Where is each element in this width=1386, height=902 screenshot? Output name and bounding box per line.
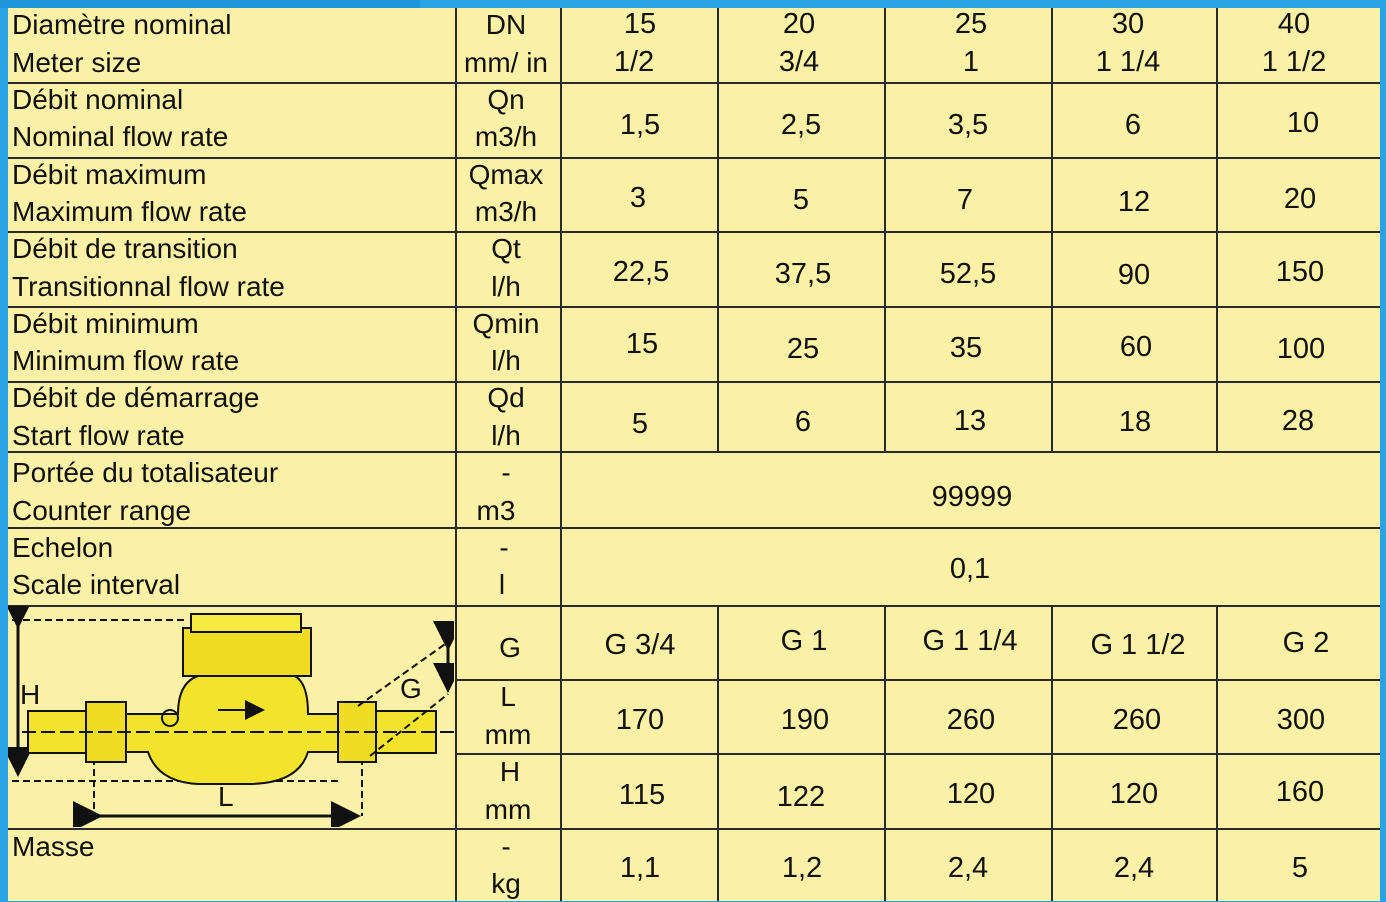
- value-cell: 20: [782, 8, 816, 40]
- value-cell: 40: [1277, 8, 1311, 40]
- row-label-fr: Débit de démarrage: [12, 382, 260, 413]
- value-cell: 6: [1124, 109, 1142, 141]
- row-symbol: DN: [485, 9, 527, 40]
- value-cell: 37,5: [774, 258, 832, 290]
- thread-value: G 1 1/4: [922, 625, 1018, 657]
- col-divider-label: [455, 8, 457, 901]
- row-unit: l: [498, 569, 506, 600]
- row-divider: [8, 82, 1380, 84]
- value-cell: 25: [954, 8, 988, 40]
- row-label-fr: Diamètre nominal: [12, 9, 232, 40]
- row-unit: l/h: [491, 345, 521, 376]
- length-symbol: L: [500, 681, 516, 712]
- thread-value: G 3/4: [604, 629, 676, 661]
- row-label-fr: Débit de transition: [12, 233, 238, 264]
- row-label-fr: Portée du totalisateur: [12, 457, 279, 488]
- value-cell: 5: [792, 184, 810, 216]
- row-symbol: Qn: [487, 84, 525, 115]
- value-cell: 10: [1286, 107, 1320, 139]
- mass-value: 1,1: [619, 852, 661, 884]
- thread-symbol: G: [499, 632, 521, 663]
- water-meter-drawing: [8, 606, 454, 827]
- mass-label: Masse: [12, 831, 95, 862]
- row-label-en: Nominal flow rate: [12, 121, 229, 152]
- spec-table: [8, 8, 1380, 901]
- length-value: 190: [780, 704, 830, 736]
- row-divider: [8, 157, 1380, 159]
- height-value: 122: [776, 781, 826, 813]
- value-cell: 1: [962, 46, 980, 78]
- mass-value: 5: [1291, 852, 1309, 884]
- col-divider-3: [1051, 8, 1053, 451]
- row-symbol: Qt: [491, 233, 521, 264]
- merged-value-cell: 0,1: [949, 553, 991, 585]
- length-label: L: [218, 781, 234, 812]
- length-value: 300: [1276, 704, 1326, 736]
- row-unit: l/h: [491, 271, 521, 302]
- row-label-en: Minimum flow rate: [12, 345, 240, 376]
- row-divider: [8, 828, 1380, 830]
- value-cell: 2,5: [780, 109, 822, 141]
- value-cell: 28: [1281, 405, 1315, 437]
- row-unit: m3/h: [474, 196, 538, 227]
- value-cell: 22,5: [612, 256, 670, 288]
- row-divider: [455, 679, 1380, 681]
- row-unit: m3: [476, 495, 516, 526]
- value-cell: 20: [1283, 183, 1317, 215]
- row-label-en: Meter size: [12, 47, 142, 78]
- value-cell: 1 1/4: [1095, 46, 1161, 78]
- height-value: 115: [618, 779, 666, 811]
- value-cell: 25: [786, 333, 820, 365]
- row-label-fr: Débit maximum: [12, 159, 207, 190]
- merged-value-cell: 99999: [931, 481, 1013, 513]
- row-unit: m3/h: [474, 121, 538, 152]
- value-cell: 3/4: [778, 46, 820, 78]
- length-value: 260: [1112, 704, 1162, 736]
- value-cell: 60: [1119, 331, 1153, 363]
- value-cell: 5: [631, 408, 649, 440]
- row-label-en: Scale interval: [12, 569, 181, 600]
- row-label-en: Maximum flow rate: [12, 196, 247, 227]
- height-value: 120: [946, 778, 996, 810]
- row-symbol: Qmax: [468, 159, 544, 190]
- row-label-fr: Débit minimum: [12, 308, 199, 339]
- row-label-en: Counter range: [12, 495, 192, 526]
- col-divider-unit: [560, 8, 562, 901]
- row-divider: [8, 527, 1380, 529]
- height-symbol: H: [499, 756, 521, 787]
- col-divider-2: [884, 8, 886, 451]
- mass-value: 2,4: [947, 852, 989, 884]
- thread-value: G 2: [1282, 627, 1330, 659]
- row-divider: [8, 306, 1380, 308]
- row-symbol: Qd: [487, 382, 525, 413]
- thread-value: G 1: [780, 625, 828, 657]
- height-label: H: [20, 679, 41, 710]
- value-cell: 12: [1117, 186, 1151, 218]
- height-value: 120: [1109, 778, 1159, 810]
- length-value: 260: [946, 704, 996, 736]
- mass-symbol: -: [501, 831, 511, 862]
- row-label-en: Transitionnal flow rate: [12, 271, 285, 302]
- thread-value: G 1 1/2: [1090, 629, 1186, 661]
- col-divider-1: [717, 8, 719, 451]
- row-symbol: -: [499, 532, 509, 563]
- row-divider: [8, 451, 1380, 453]
- row-label-fr: Echelon: [12, 532, 114, 563]
- value-cell: 15: [625, 328, 659, 360]
- height-unit: mm: [484, 794, 532, 825]
- row-symbol: -: [501, 457, 511, 488]
- col-divider-4: [1216, 8, 1218, 451]
- value-cell: 13: [953, 405, 987, 437]
- value-cell: 30: [1111, 8, 1145, 40]
- value-cell: 15: [623, 8, 657, 40]
- mass-value: 1,2: [781, 852, 823, 884]
- value-cell: 6: [794, 406, 812, 438]
- mass-unit: kg: [491, 868, 521, 899]
- length-unit: mm: [484, 719, 532, 750]
- value-cell: 1/2: [613, 46, 655, 78]
- value-cell: 90: [1117, 259, 1151, 291]
- value-cell: 18: [1118, 406, 1152, 438]
- row-label-fr: Débit nominal: [12, 84, 184, 115]
- row-symbol: Qmin: [472, 308, 540, 339]
- row-divider: [455, 753, 1380, 755]
- value-cell: 1,5: [619, 109, 661, 141]
- value-cell: 1 1/2: [1261, 46, 1327, 78]
- value-cell: 52,5: [939, 258, 997, 290]
- value-cell: 7: [956, 184, 974, 216]
- row-unit: l/h: [491, 420, 521, 451]
- row-unit: mm/ in: [464, 47, 548, 78]
- mass-value: 2,4: [1113, 852, 1155, 884]
- value-cell: 100: [1276, 333, 1326, 365]
- value-cell: 35: [949, 332, 983, 364]
- length-value: 170: [615, 704, 665, 736]
- value-cell: 3,5: [947, 109, 989, 141]
- row-label-en: Start flow rate: [12, 420, 185, 451]
- height-value: 160: [1275, 776, 1325, 808]
- value-cell: 150: [1275, 256, 1325, 288]
- right-accent-bar: [1380, 0, 1386, 901]
- value-cell: 3: [629, 182, 647, 214]
- thread-label: G: [400, 673, 422, 704]
